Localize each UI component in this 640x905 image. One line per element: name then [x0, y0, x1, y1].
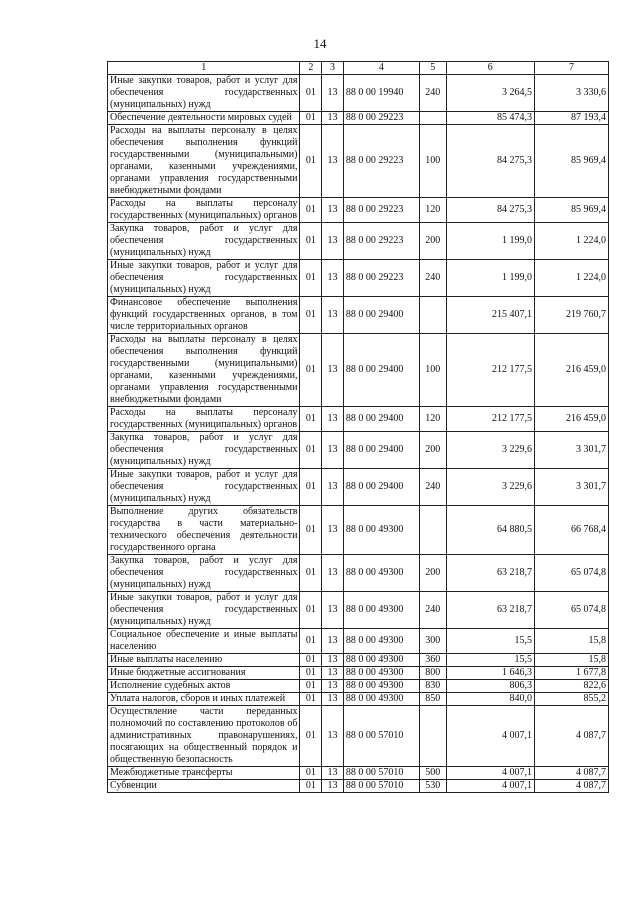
row-value-cell: 4 087,7 [534, 767, 608, 780]
row-value-cell: 88 0 00 49300 [343, 693, 419, 706]
row-value-cell: 01 [300, 469, 322, 506]
table-row [108, 125, 609, 198]
row-value-cell [419, 112, 446, 125]
row-name-cell: Социальное обеспечение и иные выплаты населению [108, 629, 300, 654]
row-value-cell: 215 407,1 [446, 297, 534, 334]
row-value-cell: 13 [322, 555, 344, 592]
header-cell: 4 [343, 62, 419, 75]
row-value-cell: 01 [300, 75, 322, 112]
table-row [108, 469, 609, 506]
row-value-cell: 84 275,3 [446, 125, 534, 198]
row-value-cell: 01 [300, 592, 322, 629]
table-header-row [108, 62, 609, 75]
row-value-cell: 530 [419, 780, 446, 793]
table-row [108, 334, 609, 407]
row-value-cell: 88 0 00 57010 [343, 780, 419, 793]
table-row [108, 629, 609, 654]
table-row [108, 780, 609, 793]
row-value-cell: 88 0 00 29400 [343, 407, 419, 432]
row-value-cell: 63 218,7 [446, 555, 534, 592]
row-value-cell: 01 [300, 223, 322, 260]
row-value-cell: 15,5 [446, 629, 534, 654]
table-row [108, 654, 609, 667]
row-value-cell: 822,6 [534, 680, 608, 693]
row-value-cell: 13 [322, 198, 344, 223]
row-value-cell: 88 0 00 49300 [343, 667, 419, 680]
row-name-cell: Расходы на выплаты персоналу государственных (муниципальных) органов [108, 198, 300, 223]
row-value-cell: 216 459,0 [534, 407, 608, 432]
table-row [108, 767, 609, 780]
row-value-cell: 65 074,8 [534, 555, 608, 592]
row-name-cell: Иные выплаты населению [108, 654, 300, 667]
row-value-cell: 13 [322, 407, 344, 432]
header-cell: 1 [108, 62, 300, 75]
row-name-cell: Обеспечение деятельности мировых судей [108, 112, 300, 125]
row-value-cell [419, 506, 446, 555]
table-row [108, 555, 609, 592]
row-value-cell: 1 199,0 [446, 223, 534, 260]
row-value-cell: 830 [419, 680, 446, 693]
table-row [108, 297, 609, 334]
row-value-cell: 88 0 00 29400 [343, 432, 419, 469]
row-value-cell: 840,0 [446, 693, 534, 706]
row-value-cell: 85 969,4 [534, 125, 608, 198]
row-value-cell: 4 087,7 [534, 706, 608, 767]
row-value-cell: 88 0 00 29400 [343, 297, 419, 334]
row-value-cell: 120 [419, 198, 446, 223]
row-value-cell: 240 [419, 469, 446, 506]
row-value-cell: 01 [300, 432, 322, 469]
row-value-cell: 240 [419, 260, 446, 297]
row-value-cell: 13 [322, 680, 344, 693]
row-value-cell: 100 [419, 334, 446, 407]
row-value-cell: 200 [419, 223, 446, 260]
row-value-cell: 13 [322, 297, 344, 334]
header-cell: 7 [534, 62, 608, 75]
row-value-cell: 88 0 00 29400 [343, 469, 419, 506]
row-name-cell: Расходы на выплаты персоналу государственных (муниципальных) органов [108, 407, 300, 432]
header-cell: 3 [322, 62, 344, 75]
row-value-cell: 88 0 00 49300 [343, 680, 419, 693]
row-value-cell: 4 087,7 [534, 780, 608, 793]
row-value-cell: 219 760,7 [534, 297, 608, 334]
row-value-cell: 01 [300, 654, 322, 667]
table-row [108, 112, 609, 125]
table-row [108, 407, 609, 432]
row-value-cell: 66 768,4 [534, 506, 608, 555]
row-value-cell: 88 0 00 57010 [343, 767, 419, 780]
row-value-cell: 3 301,7 [534, 432, 608, 469]
row-value-cell: 240 [419, 592, 446, 629]
row-name-cell: Закупка товаров, работ и услуг для обеспечения государственных (муниципальных) нужд [108, 432, 300, 469]
row-value-cell: 500 [419, 767, 446, 780]
row-name-cell: Иные закупки товаров, работ и услуг для обеспечения государственных (муниципальных) нужд [108, 469, 300, 506]
row-value-cell: 13 [322, 706, 344, 767]
row-value-cell: 13 [322, 75, 344, 112]
row-name-cell: Финансовое обеспечение выполнения функций государственных органов, в том числе территориальных органов [108, 297, 300, 334]
row-value-cell: 1 646,3 [446, 667, 534, 680]
row-value-cell: 15,5 [446, 654, 534, 667]
row-value-cell: 1 677,8 [534, 667, 608, 680]
row-value-cell: 4 007,1 [446, 767, 534, 780]
table-row [108, 198, 609, 223]
row-value-cell: 13 [322, 432, 344, 469]
row-value-cell [419, 297, 446, 334]
row-value-cell: 88 0 00 29223 [343, 260, 419, 297]
row-value-cell: 13 [322, 112, 344, 125]
row-value-cell: 4 007,1 [446, 780, 534, 793]
row-value-cell: 88 0 00 29223 [343, 112, 419, 125]
row-value-cell: 88 0 00 49300 [343, 555, 419, 592]
row-value-cell: 88 0 00 29223 [343, 125, 419, 198]
row-name-cell: Расходы на выплаты персоналу в целях обеспечения выполнения функций государственными (муниципальными) органами, казенными учреждениями, органами управления государственными внебюджетными фондами [108, 125, 300, 198]
row-name-cell: Иные закупки товаров, работ и услуг для обеспечения государственных (муниципальных) нужд [108, 75, 300, 112]
table-row [108, 592, 609, 629]
table-row [108, 432, 609, 469]
row-value-cell: 212 177,5 [446, 407, 534, 432]
row-value-cell: 88 0 00 49300 [343, 629, 419, 654]
row-value-cell: 01 [300, 112, 322, 125]
table-row [108, 223, 609, 260]
row-name-cell: Иные закупки товаров, работ и услуг для обеспечения государственных (муниципальных) нужд [108, 260, 300, 297]
row-value-cell: 13 [322, 767, 344, 780]
row-value-cell: 300 [419, 629, 446, 654]
row-value-cell: 200 [419, 555, 446, 592]
row-value-cell: 01 [300, 198, 322, 223]
row-value-cell: 13 [322, 223, 344, 260]
row-name-cell: Иные бюджетные ассигнования [108, 667, 300, 680]
page-number: 14 [313, 36, 327, 51]
row-value-cell: 01 [300, 297, 322, 334]
row-name-cell: Закупка товаров, работ и услуг для обеспечения государственных (муниципальных) нужд [108, 223, 300, 260]
row-value-cell: 13 [322, 780, 344, 793]
header-cell: 5 [419, 62, 446, 75]
row-value-cell: 65 074,8 [534, 592, 608, 629]
row-name-cell: Иные закупки товаров, работ и услуг для обеспечения государственных (муниципальных) нужд [108, 592, 300, 629]
row-value-cell: 13 [322, 334, 344, 407]
row-value-cell: 3 229,6 [446, 432, 534, 469]
row-value-cell: 216 459,0 [534, 334, 608, 407]
header-cell: 2 [300, 62, 322, 75]
row-value-cell: 88 0 00 49300 [343, 654, 419, 667]
row-value-cell: 01 [300, 780, 322, 793]
row-value-cell: 212 177,5 [446, 334, 534, 407]
row-value-cell: 3 229,6 [446, 469, 534, 506]
row-value-cell [419, 706, 446, 767]
row-value-cell: 3 330,6 [534, 75, 608, 112]
row-name-cell: Осуществление части переданных полномочий по составлению протоколов об административных правонарушениях, посягающих на общественный порядок и общественную безопасность [108, 706, 300, 767]
row-value-cell: 13 [322, 693, 344, 706]
row-value-cell: 15,8 [534, 654, 608, 667]
row-value-cell: 64 880,5 [446, 506, 534, 555]
row-value-cell: 63 218,7 [446, 592, 534, 629]
row-value-cell: 13 [322, 592, 344, 629]
table-row [108, 667, 609, 680]
row-value-cell: 01 [300, 767, 322, 780]
row-value-cell: 13 [322, 667, 344, 680]
row-value-cell: 15,8 [534, 629, 608, 654]
table-row [108, 75, 609, 112]
row-name-cell: Выполнение других обязательств государства в части материально-технического обеспечения деятельности государственного органа [108, 506, 300, 555]
row-value-cell: 01 [300, 555, 322, 592]
row-value-cell: 1 199,0 [446, 260, 534, 297]
row-value-cell: 01 [300, 667, 322, 680]
row-value-cell: 84 275,3 [446, 198, 534, 223]
row-name-cell: Исполнение судебных актов [108, 680, 300, 693]
row-value-cell: 88 0 00 29223 [343, 223, 419, 260]
row-value-cell: 1 224,0 [534, 223, 608, 260]
row-name-cell: Межбюджетные трансферты [108, 767, 300, 780]
row-value-cell: 200 [419, 432, 446, 469]
row-value-cell: 88 0 00 29223 [343, 198, 419, 223]
table-row [108, 680, 609, 693]
row-value-cell: 850 [419, 693, 446, 706]
row-value-cell: 800 [419, 667, 446, 680]
budget-table [107, 61, 609, 793]
row-value-cell: 85 969,4 [534, 198, 608, 223]
table-row [108, 706, 609, 767]
row-value-cell: 87 193,4 [534, 112, 608, 125]
row-value-cell: 85 474,3 [446, 112, 534, 125]
row-value-cell: 1 224,0 [534, 260, 608, 297]
row-value-cell: 120 [419, 407, 446, 432]
row-value-cell: 01 [300, 506, 322, 555]
row-value-cell: 01 [300, 260, 322, 297]
table-row [108, 693, 609, 706]
row-value-cell: 3 301,7 [534, 469, 608, 506]
row-value-cell: 01 [300, 125, 322, 198]
row-value-cell: 360 [419, 654, 446, 667]
row-value-cell: 88 0 00 49300 [343, 506, 419, 555]
table-row [108, 506, 609, 555]
row-value-cell: 4 007,1 [446, 706, 534, 767]
row-value-cell: 13 [322, 125, 344, 198]
row-value-cell: 855,2 [534, 693, 608, 706]
row-value-cell: 13 [322, 629, 344, 654]
row-value-cell: 13 [322, 654, 344, 667]
row-value-cell: 13 [322, 260, 344, 297]
row-value-cell: 13 [322, 469, 344, 506]
row-name-cell: Уплата налогов, сборов и иных платежей [108, 693, 300, 706]
row-value-cell: 01 [300, 407, 322, 432]
row-value-cell: 13 [322, 506, 344, 555]
row-value-cell: 01 [300, 334, 322, 407]
row-value-cell: 3 264,5 [446, 75, 534, 112]
row-value-cell: 88 0 00 57010 [343, 706, 419, 767]
row-name-cell: Расходы на выплаты персоналу в целях обеспечения выполнения функций государственными (муниципальными) органами, казенными учреждениями, органами управления государственными внебюджетными фондами [108, 334, 300, 407]
row-value-cell: 88 0 00 49300 [343, 592, 419, 629]
row-value-cell: 100 [419, 125, 446, 198]
row-name-cell: Субвенции [108, 780, 300, 793]
row-value-cell: 01 [300, 693, 322, 706]
row-value-cell: 01 [300, 706, 322, 767]
row-name-cell: Закупка товаров, работ и услуг для обеспечения государственных (муниципальных) нужд [108, 555, 300, 592]
row-value-cell: 01 [300, 680, 322, 693]
row-value-cell: 01 [300, 629, 322, 654]
header-cell: 6 [446, 62, 534, 75]
table-row [108, 260, 609, 297]
row-value-cell: 88 0 00 19940 [343, 75, 419, 112]
row-value-cell: 806,3 [446, 680, 534, 693]
row-value-cell: 88 0 00 29400 [343, 334, 419, 407]
row-value-cell: 240 [419, 75, 446, 112]
